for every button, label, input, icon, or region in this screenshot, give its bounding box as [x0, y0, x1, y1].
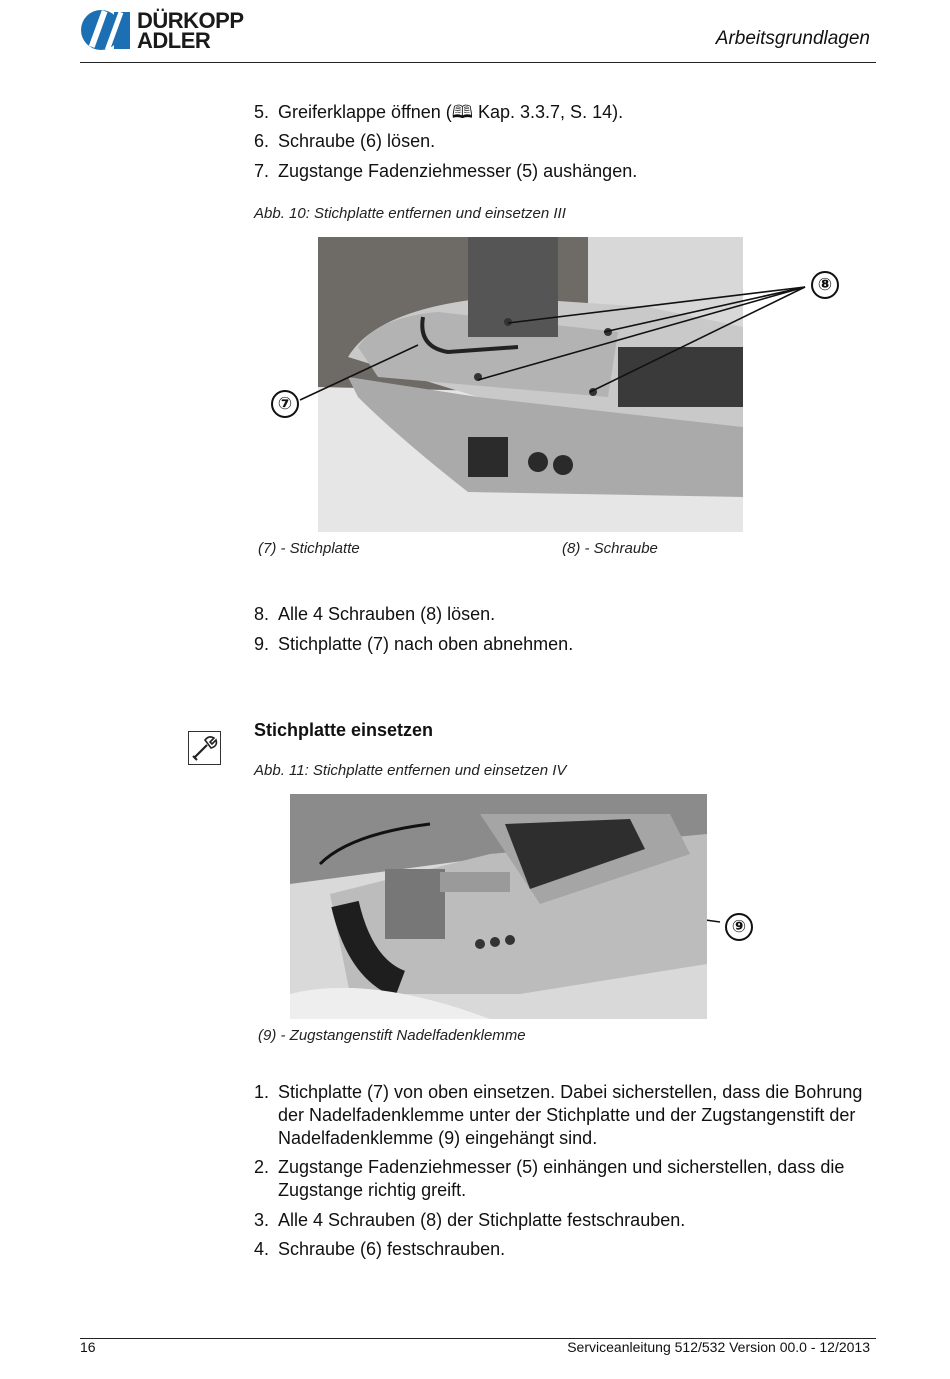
step-text: Zugstange Fadenziehmesser (5) aushängen.: [278, 161, 638, 181]
step-number: 9.: [254, 634, 270, 654]
figure-photo-thread-clamp: [290, 794, 707, 1019]
sewing-machine-photo: [318, 237, 743, 532]
step-number: 4.: [254, 1239, 270, 1259]
step-text: Stichplatte (7) nach oben abnehmen.: [278, 634, 574, 654]
step-text: Greiferklappe öffnen (🕮 Kap. 3.3.7, S. 14).: [278, 102, 624, 122]
figure-photo-stitch-plate: [318, 237, 743, 532]
step-number: 5.: [254, 102, 270, 122]
figure-legend-item: (9) - Zugstangenstift Nadelfadenklemme: [258, 1027, 526, 1044]
header-divider: [80, 62, 876, 63]
step-number: 3.: [254, 1210, 270, 1230]
sewing-machine-photo: [290, 794, 707, 1019]
brand-name-line2: ADLER: [137, 28, 211, 53]
callout-8: ⑧: [811, 271, 839, 299]
step-text: Alle 4 Schrauben (8) der Stichplatte festschrauben.: [278, 1210, 686, 1230]
step-number: 8.: [254, 604, 270, 624]
step-text: Alle 4 Schrauben (8) lösen.: [278, 604, 496, 624]
section-title: Stichplatte einsetzen: [254, 720, 434, 740]
step-text: Schraube (6) festschrauben.: [278, 1239, 506, 1259]
step-text: Schraube (6) lösen.: [278, 131, 436, 151]
callout-7: ⑦: [271, 390, 299, 418]
chapter-title: Arbeitsgrundlagen: [715, 28, 870, 49]
wrench-icon: [188, 731, 221, 765]
step-text: Stichplatte (7) von oben einsetzen. Dabei sicherstellen, dass die Bohrung der Nadelfadenklemme unter der Stichplatte und der Zugstangenstift der Nadelfadenklemme (9) eingehängt sind.: [278, 1082, 863, 1148]
figure-caption: Abb. 11: Stichplatte entfernen und einsetzen IV: [254, 762, 567, 779]
figure-caption: Abb. 10: Stichplatte entfernen und einsetzen III: [254, 205, 566, 222]
brand-logo: [80, 9, 270, 53]
document-info: Serviceanleitung 512/532 Version 00.0 - 12/2013: [567, 1339, 870, 1355]
figure-legend-item: (7) - Stichplatte: [258, 540, 360, 557]
step-number: 1.: [254, 1082, 270, 1102]
step-text: Zugstange Fadenziehmesser (5) einhängen und sicherstellen, dass die Zugstange richtig greift.: [278, 1157, 845, 1200]
logo-mark-icon: [80, 9, 132, 51]
brand-name-line1: DÜRKOPP: [137, 8, 244, 33]
step-number: 2.: [254, 1157, 270, 1177]
step-number: 6.: [254, 131, 270, 151]
page-number: 16: [80, 1339, 96, 1355]
callout-9: ⑨: [725, 913, 753, 941]
step-number: 7.: [254, 161, 270, 181]
figure-legend-item: (8) - Schraube: [562, 540, 658, 557]
